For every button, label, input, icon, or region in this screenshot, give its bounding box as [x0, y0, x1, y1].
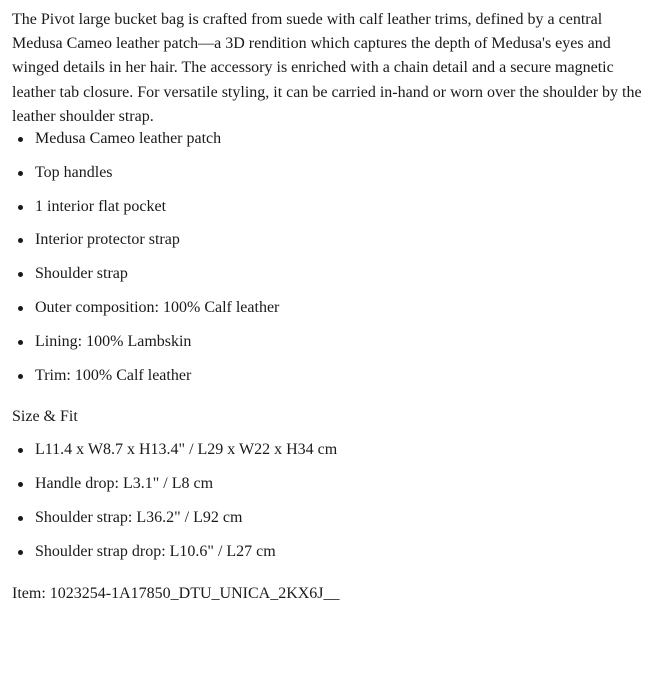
bullet-icon [18, 516, 23, 521]
bullet-icon [18, 238, 23, 243]
list-item [12, 508, 648, 542]
list-item [12, 197, 648, 231]
item-code: Item: 1023254-1A17850_DTU_UNICA_2KX6J__ [12, 584, 340, 602]
list-item [12, 366, 648, 400]
list-item [12, 230, 648, 264]
bullet-icon [18, 482, 23, 487]
bullet-icon [18, 171, 23, 176]
size-text: Shoulder strap: L36.2" / L92 cm [35, 508, 243, 526]
feature-text: Outer composition: 100% Calf leather [35, 299, 280, 316]
bullet-icon [18, 306, 23, 311]
size-fit-list [12, 440, 648, 575]
list-item [12, 474, 648, 508]
size-fit-heading: Size & Fit [12, 408, 78, 426]
feature-text: 1 interior flat pocket [35, 197, 167, 215]
size-text: Handle drop: L3.1" / L8 cm [35, 475, 214, 493]
list-item [12, 129, 648, 163]
list-item [12, 332, 648, 366]
size-text: L11.4 x W8.7 x H13.4" / L29 x W22 x H34 cm [35, 441, 338, 459]
bullet-icon [18, 205, 23, 210]
feature-text: Shoulder strap [35, 265, 128, 283]
feature-text: Top handles [35, 163, 113, 181]
bullet-icon [18, 272, 23, 277]
list-item [12, 163, 648, 197]
list-item [12, 298, 648, 332]
list-item [12, 264, 648, 298]
bullet-icon [18, 550, 23, 555]
size-text: Shoulder strap drop: L10.6" / L27 cm [35, 542, 276, 560]
feature-text: Trim: 100% Calf leather [35, 366, 192, 384]
list-item [12, 440, 648, 474]
feature-list [12, 129, 648, 399]
feature-text: Interior protector strap [35, 231, 180, 249]
bullet-icon [18, 137, 23, 142]
list-item [12, 542, 648, 576]
product-description: The Pivot large bucket bag is crafted from suede with calf leather trims, defined by a central Medusa Cameo leather patch—a 3D rendition which captures the depth of Medusa's eyes and winged details in her hair. The accessory is enriched with a chain detail and a secure magnetic leather tab closure. For versatile styling, it can be carried in-hand or worn over the shoulder by the leather shoulder strap. [12, 11, 642, 125]
feature-text: Lining: 100% Lambskin [35, 332, 192, 350]
bullet-icon [18, 448, 23, 453]
bullet-icon [18, 374, 23, 379]
bullet-icon [18, 340, 23, 345]
feature-text: Medusa Cameo leather patch [35, 130, 222, 148]
